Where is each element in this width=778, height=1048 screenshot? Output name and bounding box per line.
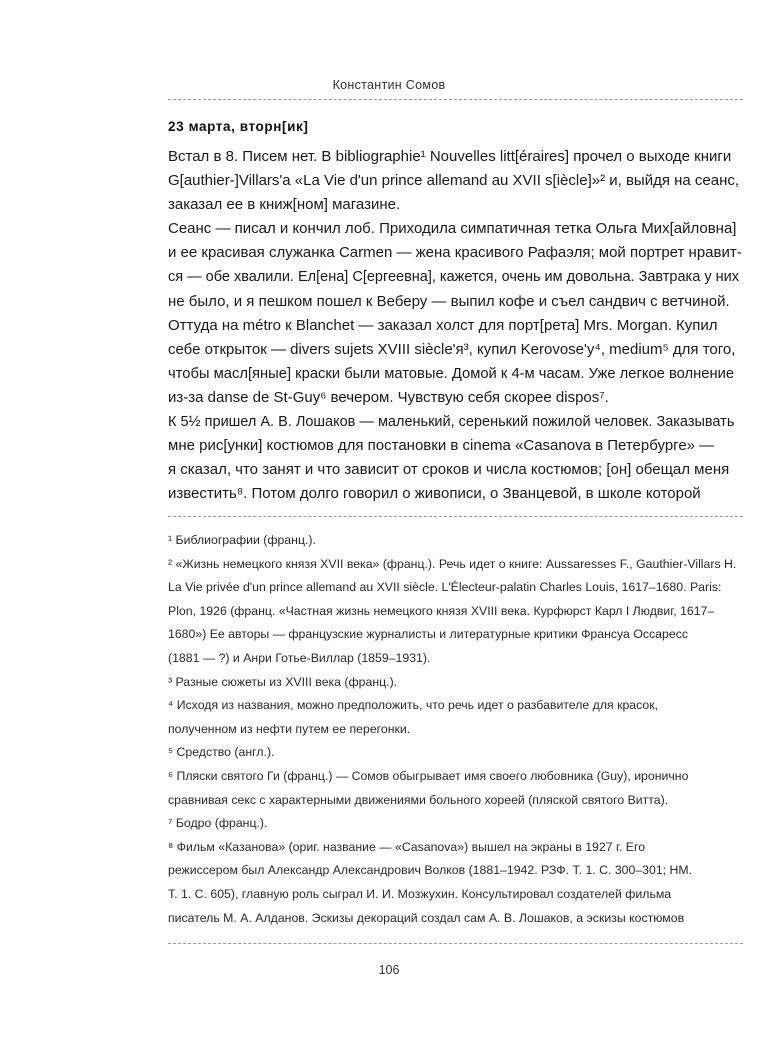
footnote-line: ⁷ Бодро (франц.). bbox=[168, 816, 268, 831]
text-line: чтобы масл[яные] краски были матовые. Домой к 4-м часам. Уже легкое волнение bbox=[168, 365, 735, 382]
text-line: я сказал, что занят и что зависит от сроков и числа костюмов; [он] обещал меня bbox=[168, 461, 730, 479]
text-line: G[authier-]Villars'a «La Vie d'un prince allemand au XVII s[iècle]»² и, выйдя на сеанс, bbox=[168, 172, 740, 190]
footnote-line: писатель М. А. Алданов. Эскизы декораций создал сам А. В. Лошаков, а эскизы костюмов bbox=[168, 910, 685, 925]
footnote-divider bbox=[168, 516, 743, 517]
text-line: мне рис[унки] костюмов для постановки в cinema «Casanova в Петербурге» — bbox=[168, 437, 715, 455]
footnote-line: режиссером был Александр Александрович Волков (1881–1942. РЗФ. Т. 1. С. 300–301; НМ. bbox=[168, 863, 693, 878]
footnote-line: Plon, 1926 (франц. «Частная жизнь немецкого князя XVIII века. Курфюрст Карл I Людвиг, 1617– bbox=[168, 603, 715, 618]
footnote-line: ¹ Библиографии (франц.). bbox=[168, 533, 316, 547]
footnote-line: ⁵ Средство (англ.). bbox=[168, 745, 275, 760]
text-line: не было, и я пешком пошел к Веберу — выпил кофе и съел сандвич с ветчиной. bbox=[168, 292, 730, 310]
page-number: 106 bbox=[378, 963, 400, 977]
bottom-divider bbox=[168, 943, 743, 944]
footnote-line: La Vie privée d'un prince allemand au XVII siècle. L'Électeur-palatin Charles Louis, 1617–1680. Paris: bbox=[168, 580, 722, 595]
diary-entry-text bbox=[168, 145, 743, 506]
text-line: себе открыток — divers sujets XVIII siècle'я³, купил Kerovose'y⁴, medium⁵ для того, bbox=[168, 340, 736, 358]
footnote-line: сравнивая секс с характерными движениями больного хореей (пляской святого Витта). bbox=[168, 792, 669, 807]
footnotes bbox=[168, 529, 743, 930]
running-head: Константин Сомов bbox=[332, 78, 446, 92]
text-line: и ее красивая служанка Carmen — жена красивого Рафаэля; мой портрет нравит- bbox=[168, 244, 742, 262]
text-line: известить⁸. Потом долго говорил о живописи, о Званцевой, в школе которой bbox=[168, 485, 701, 503]
text-line: заказал ее в книж[ном] магазине. bbox=[168, 196, 401, 214]
header-divider bbox=[168, 99, 743, 100]
text-line: из-за danse de St-Guy⁶ вечером. Чувствую себя скорее dispos⁷. bbox=[168, 388, 609, 406]
footnote-line: ⁴ Исходя из названия, можно предположить, что речь идет о разбавителе для красок, bbox=[168, 698, 659, 713]
text-line: ся — обе хвалили. Ел[ена] С[ергеевна], кажется, очень им довольна. Завтрака у них bbox=[168, 269, 739, 286]
text-line: Встал в 8. Писем нет. В bibliographie¹ Nouvelles litt[éraires] прочел о выходе книги bbox=[168, 148, 732, 165]
footnote-line: (1881 — ?) и Анри Готье-Виллар (1859–1931). bbox=[168, 650, 431, 665]
diary-entry-heading: 23 марта, вторн[ик] bbox=[168, 119, 309, 134]
footnote-line: полученном из нефти путем ее перегонки. bbox=[168, 721, 411, 736]
footnote-line: ⁶ Пляски святого Ги (франц.) — Сомов обыгрывает имя своего любовника (Guy), иронично bbox=[168, 768, 689, 783]
text-line: К 5½ пришел А. В. Лошаков — маленький, серенький пожилой человек. Заказывать bbox=[168, 414, 735, 431]
text-line: Оттуда на métro к Blanchet — заказал холст для порт[рета] Mrs. Morgan. Купил bbox=[168, 316, 718, 334]
footnote-line: Т. 1. С. 605), главную роль сыграл И. И. Мозжухин. Консультировал создателей фильма bbox=[168, 886, 672, 901]
text-line: Сеанс — писал и кончил лоб. Приходила симпатичная тетка Ольга Мих[айловна] bbox=[168, 220, 737, 238]
footnote-line: ³ Разные сюжеты из XVIII века (франц.). bbox=[168, 674, 398, 689]
footnote-line: ² «Жизнь немецкого князя XVII века» (франц.). Речь идет о книге: Aussaresses F., Gauthier-Villars H. bbox=[168, 556, 737, 571]
footnote-line: ⁸ Фильм «Казанова» (ориг. название — «Casanova») вышел на экраны в 1927 г. Его bbox=[168, 839, 646, 854]
footnote-line: 1680») Ее авторы — французские журналисты и литературные критики Франсуа Оссаресс bbox=[168, 627, 688, 642]
